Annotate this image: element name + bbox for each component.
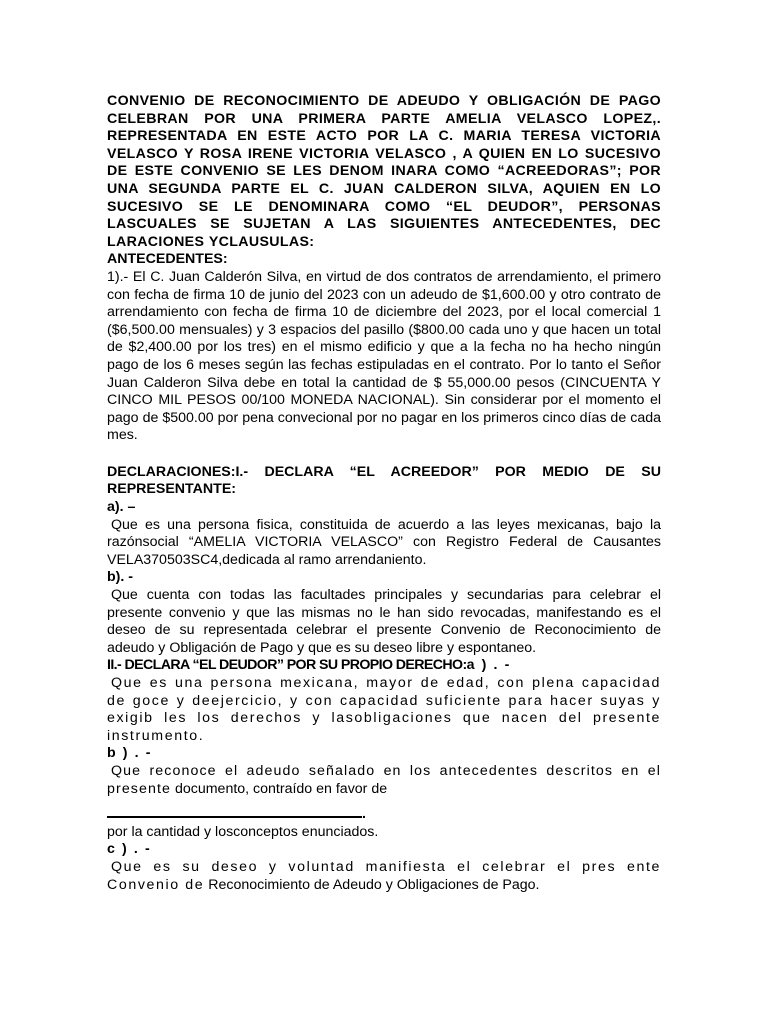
antecedentes-paragraph: 1).- El C. Juan Calderón Silva, en virtud de dos contratos de arrendamiento, el primero con fecha de firma 10 de junio del 2023 con un adeudo de $1,600.00 y otro contrato de arrendamiento con fecha de firma 10 de diciembre del 2023, por el local comercial 1 ($6,500.00 mensuales) y 3 espacios del pasillo ($800.00 cada uno y que hacen un total de $2,400.00 por los tres) en el mismo edificio y que a la fecha no ha hecho ningún pago de los 6 meses según las fechas estipuladas en el contrato. Por lo tanto el Señor Juan Calderon Silva debe en total la cantidad de $ 55,000.00 pesos (CINCUENTA Y CINCO MIL PESOS 00/100 MONEDA NACIONAL). Sin considerar por el momento el pago de $500.00 por pena convecional por no pagar en los primeros cinco días de cada mes. <box>107 268 661 444</box>
document-body <box>107 93 661 894</box>
deudor-b-text-1: Que reconoce el adeudo señalado en los antecedentes descritos en el presente <box>107 762 661 797</box>
declaraciones-heading: DECLARACIONES:I.- DECLARA “EL ACREEDOR” POR MEDIO DE SU REPRESENTANTE: <box>107 463 661 498</box>
item-a-paragraph: Que es una persona fisica, constituida de acuerdo a las leyes mexicanas, bajo la razónsocial “AMELIA VICTORIA VELASCO” con Registro Federal de Causantes VELA370503SC4,dedicada al ramo arrendaniento. <box>107 516 661 568</box>
blank-underline <box>107 804 362 818</box>
deudor-heading: II.- DECLARA “EL DEUDOR” POR SU PROPIO DERECHO: <box>107 657 467 674</box>
signature-blank-line: . <box>107 804 661 824</box>
deudor-a-label: a ) . - <box>466 657 511 674</box>
item-a-label: a). – <box>107 499 136 516</box>
document-title: CONVENIO DE RECONOCIMIENTO DE ADEUDO Y OBLIGACIÓN DE PAGO CELEBRAN POR UNA PRIMERA PARTE AMELIA VELASCO LOPEZ,. REPRESENTADA EN ESTE ACTO POR LA C. MARIA TERESA VICTORIA VELASCO Y ROSA IRENE VICTORIA VELASCO , A QUIEN EN LO SUCESIVO DE ESTE CONVENIO SE LES DENOM INARA COMO “ACREEDORAS”; POR UNA SEGUNDA PARTE EL C. JUAN CALDERON SILVA, AQUIEN EN LO SUCESIVO SE LE DENOMINARA COMO “EL DEUDOR”, PERSONAS LASCUALES SE SUJETAN A LAS SIGUIENTES ANTECEDENTES, DEC LARACIONES YCLAUSULAS: <box>107 93 661 250</box>
deudor-b-paragraph <box>107 763 661 798</box>
deudor-c-label: c ) . - <box>107 841 152 858</box>
item-b-label: b). - <box>107 569 133 586</box>
deudor-c-text-1: Que es su deseo y voluntad manifiesta el celebrar el pres ente Convenio de <box>107 858 661 893</box>
deudor-c-paragraph <box>107 859 661 894</box>
deudor-b-text-2: documento, contraído en favor de <box>174 780 388 797</box>
deudor-c-text-2: Reconocimiento de Adeudo y Obligaciones de Pago. <box>208 876 540 893</box>
item-b-paragraph: Que cuenta con todas las facultades principales y secundarias para celebrar el presente convenio y que las mismas no le han sido revocadas, manifestando es el deseo de su representada celebrar el presente Convenio de Reconocimiento de adeudo y Obligación de Pago y que es su deseo libre y espontaneo. <box>107 587 661 656</box>
deudor-heading-line <box>107 657 661 675</box>
deudor-b-text-3: por la cantidad y losconceptos enunciados. <box>107 823 379 840</box>
antecedentes-heading: ANTECEDENTES: <box>107 251 228 268</box>
deudor-b-label: b ) . - <box>107 745 153 762</box>
deudor-a-paragraph: Que es una persona mexicana, mayor de edad, con plena capacidad de goce y deejercicio, y con capacidad suficiente para hacer suyas y exigib les los derechos y lasobligaciones que nacen del presente instrumento. <box>107 675 661 744</box>
